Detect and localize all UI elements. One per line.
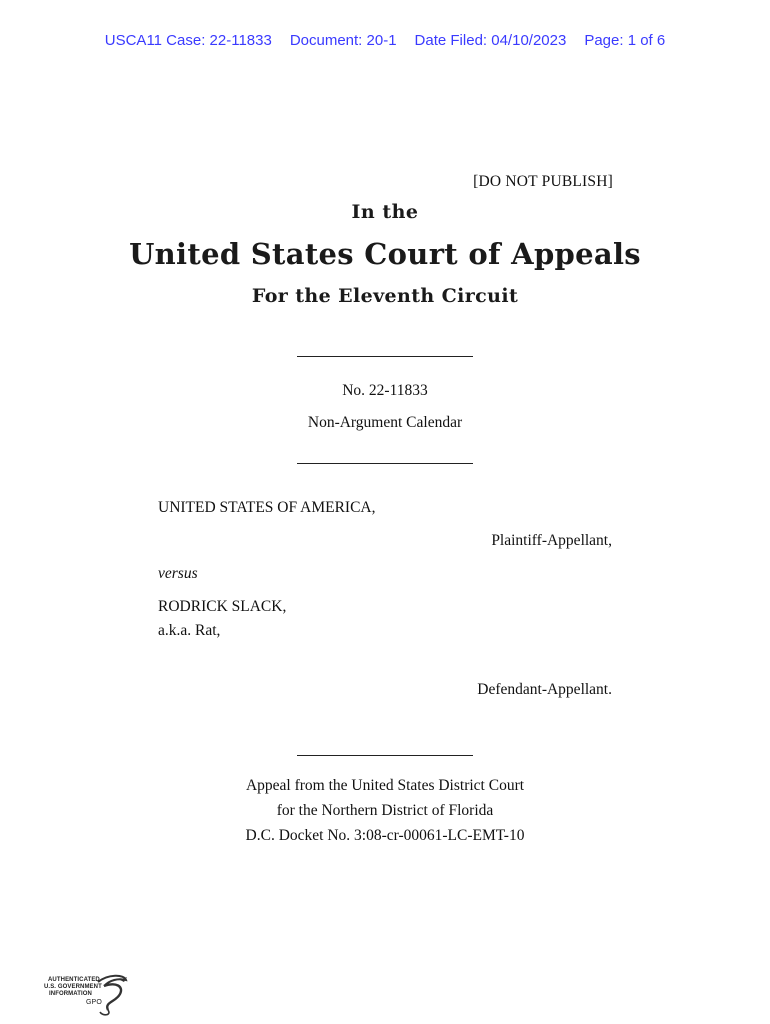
plaintiff-role: Plaintiff-Appellant, [491, 532, 612, 549]
court-circuit: For the Eleventh Circuit [251, 285, 519, 307]
defendant-name: RODRICK SLACK, [158, 598, 287, 615]
case-number: No. 22-11833 [342, 382, 428, 399]
gpo-eagle-icon [94, 972, 130, 1018]
versus-label: versus [158, 565, 198, 582]
filing-stamp-header [0, 32, 770, 49]
case-number-stamp: USCA11 Case: 22-11833 [104, 32, 272, 49]
date-filed-stamp: Date Filed: 04/10/2023 [414, 32, 567, 49]
appeal-source-line: Appeal from the United States District Court [245, 777, 525, 794]
court-name: United States Court of Appeals [129, 237, 641, 271]
seal-text-gpo: GPO [86, 999, 102, 1006]
district-docket-number: D.C. Docket No. 3:08-cr-00061-LC-EMT-10 [245, 827, 525, 844]
defendant-alias: a.k.a. Rat, [158, 622, 221, 639]
seal-text-information: INFORMATION [49, 991, 92, 997]
appeal-district-line: for the Northern District of Florida [276, 802, 494, 819]
divider-rule [297, 356, 473, 357]
seal-text-authenticated: AUTHENTICATED [48, 977, 100, 983]
divider-rule [297, 463, 473, 464]
seal-text-government: U.S. GOVERNMENT [44, 984, 102, 990]
page-number-stamp: Page: 1 of 6 [584, 32, 666, 49]
divider-rule [297, 755, 473, 756]
calendar-type: Non-Argument Calendar [307, 414, 463, 431]
document-number-stamp: Document: 20-1 [289, 32, 397, 49]
court-heading-in-the: In the [351, 201, 419, 223]
publication-status: [DO NOT PUBLISH] [473, 173, 613, 190]
plaintiff-name: UNITED STATES OF AMERICA, [158, 499, 376, 516]
gpo-authentication-seal [44, 972, 130, 1018]
defendant-role: Defendant-Appellant. [477, 681, 612, 698]
